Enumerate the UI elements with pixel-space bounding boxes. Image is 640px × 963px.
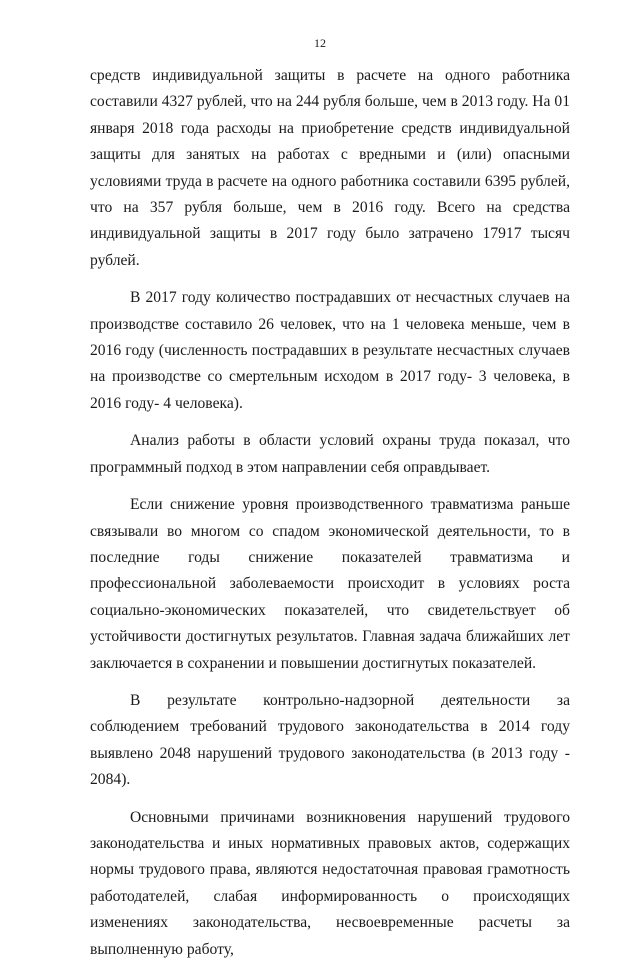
paragraph: В 2017 году количество пострадавших от несчастных случаев на производстве составило 26 человек, что на 1 человека меньше, чем в 2016 году (численность пострадавших в результате несчастных случаев на производстве со смертельным исходом в 2017 году- 3 человека, в 2016 году- 4 человека). <box>90 289 570 412</box>
paragraph: Если снижение уровня производственного травматизма раньше связывали во многом со спадом экономической деятельности, то в последние годы снижение показателей травматизма и профессиональной заболеваемости происходит в условиях роста социально-экономических показателей, что свидетельствует об устойчивости достигнутых результатов. Главная задача ближайших лет заключается в сохранении и повышении достигнутых показателей. <box>90 496 570 672</box>
paragraph: Основными причинами возникновения нарушений трудового законодательства и иных нормативных правовых актов, содержащих нормы трудового права, являются недостаточная правовая грамотность работодателей, слабая информированность о происходящих изменениях законодательства, несвоевременные расчеты за выполненную работу, <box>90 808 570 958</box>
paragraph: В результате контрольно-надзорной деятельности за соблюдением требований трудового законодательства в 2014 году выявлено 2048 нарушений трудового законодательства (в 2013 году - 2084). <box>90 691 570 789</box>
paragraph: Анализ работы в области условий охраны труда показал, что программный подход в этом направлении себя оправдывает. <box>90 432 570 476</box>
page-number: 12 <box>314 36 326 50</box>
paragraph-continued: средств индивидуальной защиты в расчете на одного работника составили 4327 рублей, что на 244 рубля больше, чем в 2013 году. На 01 января 2018 года расходы на приобретение средств индивидуальной защиты для занятых на работах с вредными и (или) опасными условиями труда в расчете на одного работника составили 6395 рублей, что на 357 рубля больше, чем в 2016 году. Всего на средства индивидуальной защиты в 2017 году было затрачено 17917 тысяч рублей. <box>90 67 570 269</box>
document-body <box>90 63 570 963</box>
